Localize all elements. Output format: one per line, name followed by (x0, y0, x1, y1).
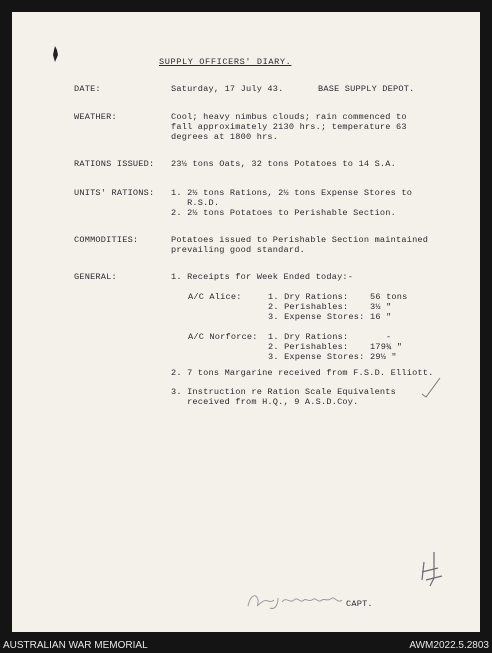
depot-name: BASE SUPPLY DEPOT. (318, 84, 415, 94)
receipt-value: 179¾ " (370, 342, 403, 352)
receipt-value: 16 " (370, 312, 392, 322)
pencil-checkmark (420, 376, 442, 403)
weather-line: Cool; heavy nimbus clouds; rain commenced to (171, 112, 407, 122)
receipt-name: 3. Expense Stores: (268, 312, 365, 322)
officer-rank: CAPT. (346, 599, 373, 609)
units-rations-line: R.S.D. (171, 198, 220, 208)
date-label: DATE: (74, 84, 101, 94)
receipt-name: 3. Expense Stores: (268, 352, 365, 362)
date-value: Saturday, 17 July 43. (171, 84, 284, 94)
punch-hole-mark (52, 46, 59, 62)
weather-line: fall approximately 2130 hrs.; temperature 63 (171, 122, 407, 132)
commodities-line: prevailing good standard. (171, 245, 305, 255)
account-alice: A/C Alice: (188, 292, 242, 302)
account-norforce: A/C Norforce: (188, 332, 258, 342)
commodities-line: Potatoes issued to Perishable Section maintained (171, 235, 429, 245)
receipt-value: 3½ " (370, 302, 392, 312)
general-item-2: 2. 7 tons Margarine received from F.S.D. Elliott. (171, 368, 434, 378)
archive-reference: AWM2022.5.2803 (409, 640, 489, 651)
rations-issued-value: 23½ tons Oats, 32 tons Potatoes to 14 S.A. (171, 159, 396, 169)
officer-signature (244, 588, 354, 617)
receipt-name: 2. Perishables: (268, 342, 349, 352)
general-label: GENERAL: (74, 272, 117, 282)
receipt-value: 29½ " (370, 352, 397, 362)
commodities-label: COMMODITIES: (74, 235, 139, 245)
diary-title: SUPPLY OFFICERS' DIARY. (159, 57, 292, 67)
weather-line: degrees at 1800 hrs. (171, 132, 279, 142)
weather-label: WEATHER: (74, 112, 117, 122)
diary-page (12, 12, 480, 632)
general-item-3: 3. Instruction re Ration Scale Equivalents (171, 387, 396, 397)
pencil-initials (416, 550, 446, 597)
units-rations-line: 1. 2½ tons Rations, 2½ tons Expense Stores to (171, 188, 413, 198)
receipt-name: 2. Perishables: (268, 302, 349, 312)
units-rations-line: 2. 2½ tons Potatoes to Perishable Section. (171, 208, 396, 218)
units-rations-label: UNITS' RATIONS: (74, 188, 155, 198)
general-item-3: received from H.Q., 9 A.S.D.Coy. (171, 397, 359, 407)
receipt-value: 56 tons (370, 292, 408, 302)
archive-footer (0, 638, 492, 653)
receipt-name: 1. Dry Rations: (268, 292, 349, 302)
receipt-value: - (386, 332, 392, 342)
archive-name: AUSTRALIAN WAR MEMORIAL (3, 640, 148, 651)
receipt-name: 1. Dry Rations: (268, 332, 349, 342)
rations-issued-label: RATIONS ISSUED: (74, 159, 155, 169)
general-item-1: 1. Receipts for Week Ended today:- (171, 272, 354, 282)
